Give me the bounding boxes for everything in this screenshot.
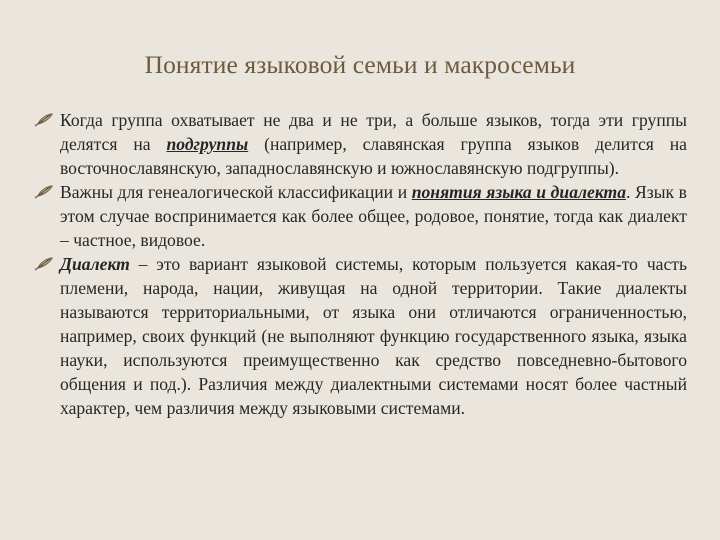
bullet-text: Важны для генеалогической классификации и xyxy=(60,182,412,202)
slide-body xyxy=(33,108,687,420)
bullet-text: . Язык в этом случае воспринимается как более общее, родовое, понятие, тогда как диалект – частное, видовое. xyxy=(60,182,687,250)
bullet-emphasis: подгруппы xyxy=(166,134,249,154)
feather-bullet-icon xyxy=(34,257,54,271)
feather-bullet-icon xyxy=(34,113,54,127)
feather-bullet-icon xyxy=(34,185,54,199)
bullet-emphasis: Диалект xyxy=(60,254,130,274)
bullet-text: Когда группа охватывает не два и не три, а больше языков, тогда эти группы делятся на xyxy=(60,110,687,154)
bullet-item xyxy=(33,252,687,420)
bullet-item xyxy=(33,180,687,252)
bullet-emphasis: понятия языка и диалекта xyxy=(411,182,627,202)
bullet-text: (например, славянская группа языков делится на восточнославянскую, западнославянскую и южнославянскую подгруппы). xyxy=(60,134,687,178)
bullet-text: – это вариант языковой системы, которым пользуется какая-то часть племени, народа, нации, живущая на одной территории. Такие диалекты называются территориальными, от языка они отличаются ограниченностью, например, своих функций (не выполняют функцию государственного языка, языка науки, используются преимущественно как средство повседневно-бытового общения и под.). Различия между диалектными системами носят более частный характер, чем различия между языковыми системами. xyxy=(60,254,687,418)
bullet-item xyxy=(33,108,687,180)
slide-title: Понятие языковой семьи и макросемьи xyxy=(144,50,576,79)
